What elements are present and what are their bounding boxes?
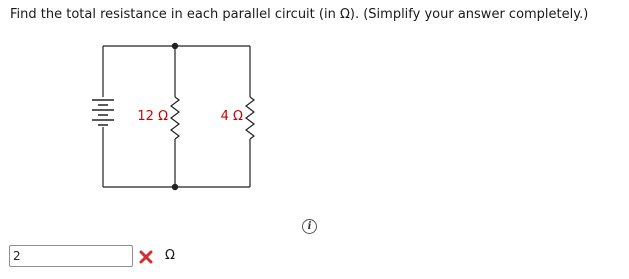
resistor-4-ohm-icon [246, 97, 254, 139]
bottom-junction-node [172, 184, 178, 190]
question-text: Find the total resistance in each parallel circuit (in Ω). (Simplify your answer completely.) [10, 7, 589, 22]
top-junction-node [172, 43, 178, 49]
resistor-4-ohm-label: 4 Ω [220, 109, 243, 124]
resistor-12-ohm-label: 12 Ω [137, 109, 168, 124]
answer-input[interactable] [9, 245, 133, 267]
resistor-12-ohm-icon [171, 97, 179, 139]
wrong-x-icon [139, 250, 153, 264]
answer-unit-label: Ω [165, 248, 175, 263]
info-icon[interactable]: i [302, 219, 317, 234]
battery-icon [92, 100, 114, 125]
